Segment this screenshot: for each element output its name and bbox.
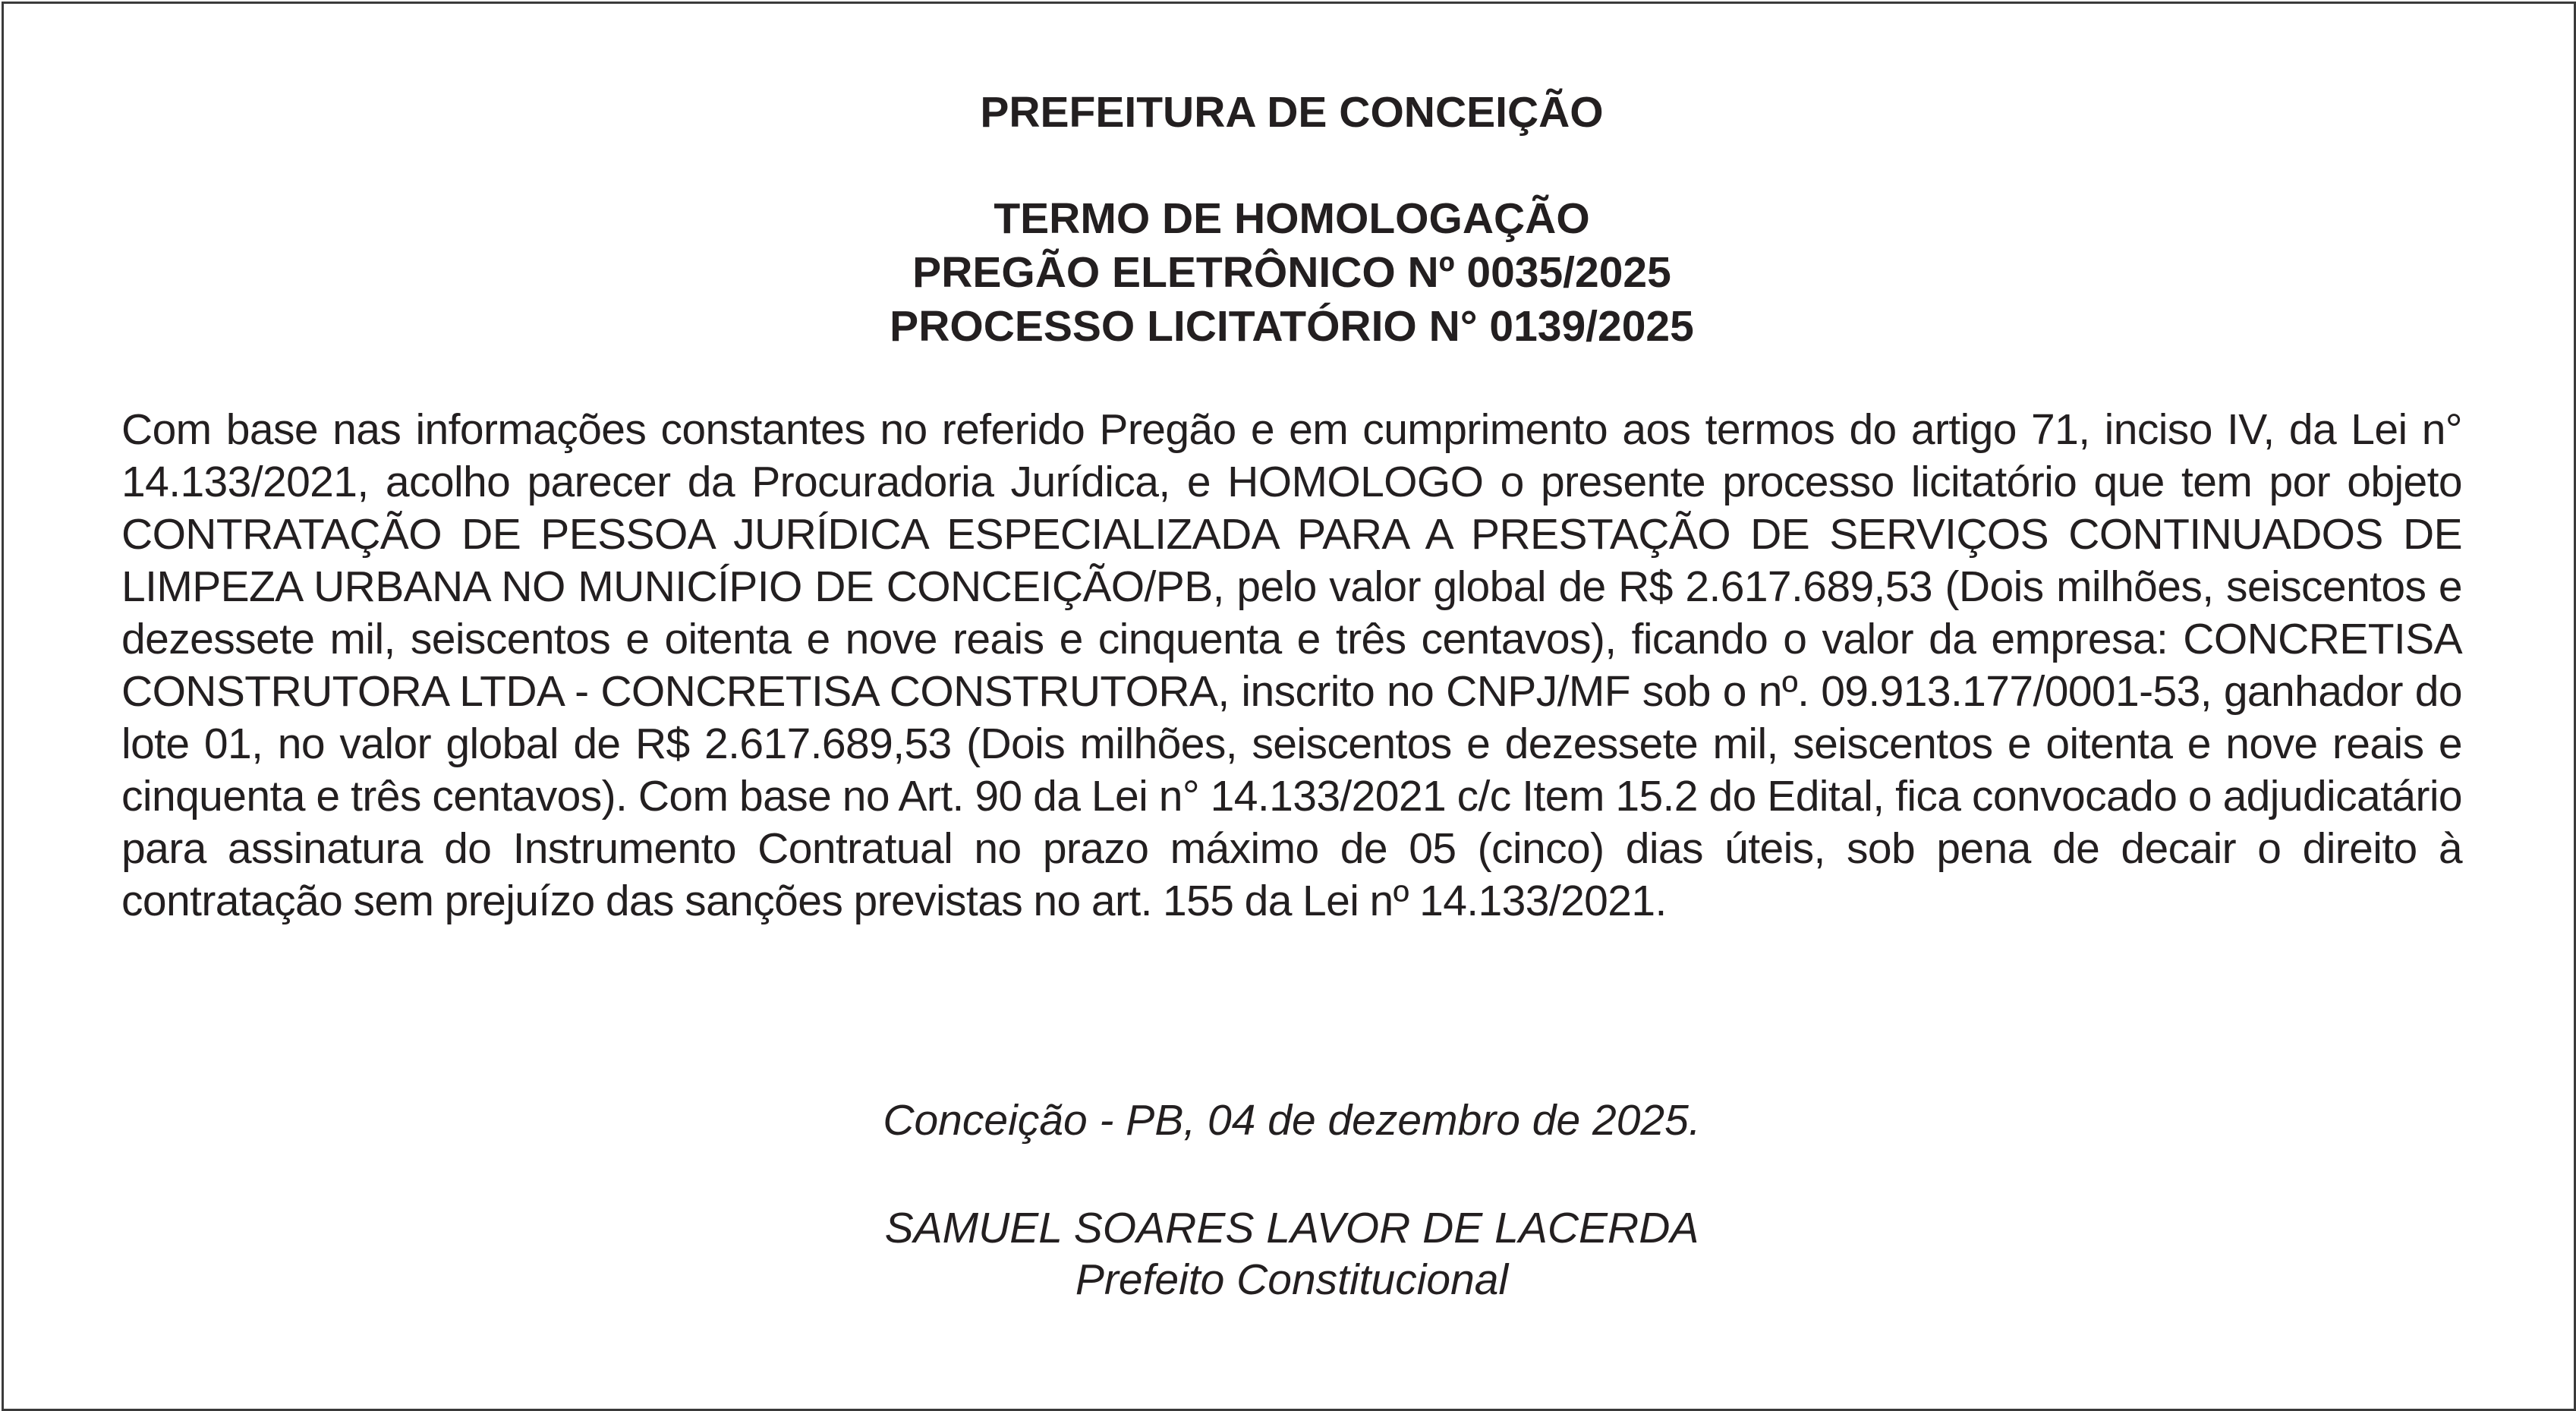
place-date: Conceição - PB, 04 de dezembro de 2025. [883,1096,1701,1145]
heading-process: PROCESSO LICITATÓRIO N° 0139/2025 [890,302,1694,351]
heading-term: TERMO DE HOMOLOGAÇÃO [994,194,1590,243]
organization-title: PREFEITURA DE CONCEIÇÃO [980,88,1604,137]
signatory-title: Prefeito Constitucional [1075,1255,1509,1304]
document-headings [121,192,2462,354]
heading-auction: PREGÃO ELETRÔNICO Nº 0035/2025 [912,248,1671,297]
document-frame [2,2,2576,1411]
signatory-name: SAMUEL SOARES LAVOR DE LACERDA [884,1204,1699,1252]
body-paragraph: Com base nas informações constantes no referido Pregão e em cumprimento aos termos do artigo 71, inciso IV, da Lei n° 14.133/2021, acolho parecer da Procuradoria Jurídica, e HOMOLOGO o presente processo licitatório que tem por objeto CONTRATAÇÃO DE PESSOA JURÍDICA ESPECIALIZADA PARA A PRESTAÇÃO DE SERVIÇOS CONTINUADOS DE LIMPEZA URBANA NO MUNICÍPIO DE CONCEIÇÃO/PB, pelo valor global de R$ 2.617.689,53 (Dois milhões, seiscentos e dezessete mil, seiscentos e oitenta e nove reais e cinquenta e três centavos), ficando o valor da empresa: CONCRETISA CONSTRUTORA LTDA - CONCRETISA CONSTRUTORA, inscrito no CNPJ/MF sob o nº. 09.913.177/0001-53, ganhador do lote 01, no valor global de R$ 2.617.689,53 (Dois milhões, seiscentos e dezessete mil, seiscentos e oitenta e nove reais e cinquenta e três centavos). Com base no Art. 90 da Lei n° 14.133/2021 c/c Item 15.2 do Edital, fica convocado o adjudicatário para assinatura do Instrumento Contratual no prazo máximo de 05 (cinco) dias úteis, sob pena de decair o direito à contratação sem prejuízo das sanções previstas no art. 155 da Lei nº 14.133/2021. [121,405,2462,925]
